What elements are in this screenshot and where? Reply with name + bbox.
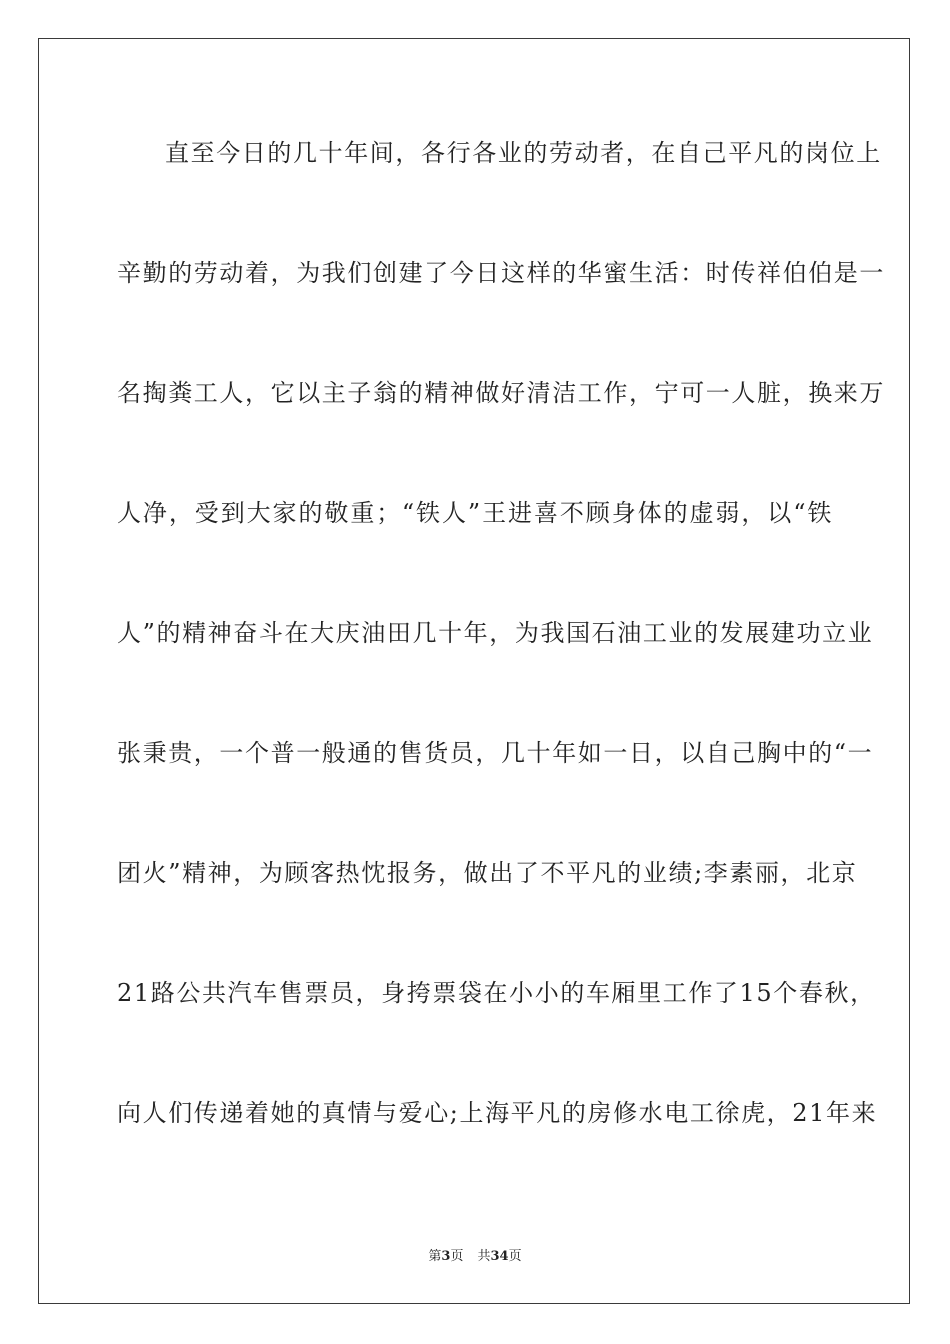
body-line-5: 人”的精神奋斗在大庆油田几十年，为我国石油工业的发展建功立业 — [117, 619, 874, 647]
body-line-3: 名掏粪工人，它以主子翁的精神做好清洁工作，宁可一人脏，换来万 — [117, 379, 885, 407]
page-suffix: 页 — [450, 1249, 464, 1264]
total-pages: 34 — [490, 1249, 509, 1264]
body-line-4: 人净，受到大家的敬重；“铁人”王进喜不顾身体的虚弱，以“铁 — [117, 499, 833, 527]
total-suffix: 页 — [508, 1249, 522, 1264]
body-line-1: 直至今日的几十年间，各行各业的劳动者，在自己平凡的岗位上 — [165, 139, 882, 167]
page-prefix: 第 — [428, 1249, 442, 1264]
body-line-7: 团火”精神，为顾客热忱报务，做出了不平凡的业绩;李素丽，北京 — [117, 859, 858, 887]
body-line-6: 张秉贵，一个普一般通的售货员，几十年如一日，以自己胸中的“一 — [117, 739, 874, 767]
body-line-9: 向人们传递着她的真情与爱心;上海平凡的房修水电工徐虎，21年来 — [117, 1099, 878, 1127]
body-line-2: 辛勤的劳动着，为我们创建了今日这样的华蜜生活：时传祥伯伯是一 — [117, 259, 885, 287]
total-prefix: 共 — [477, 1249, 491, 1264]
page-footer — [0, 1248, 950, 1266]
body-line-8: 21路公共汽车售票员，身挎票袋在小小的车厢里工作了15个春秋， — [117, 979, 876, 1007]
page-number: 3 — [441, 1249, 451, 1264]
